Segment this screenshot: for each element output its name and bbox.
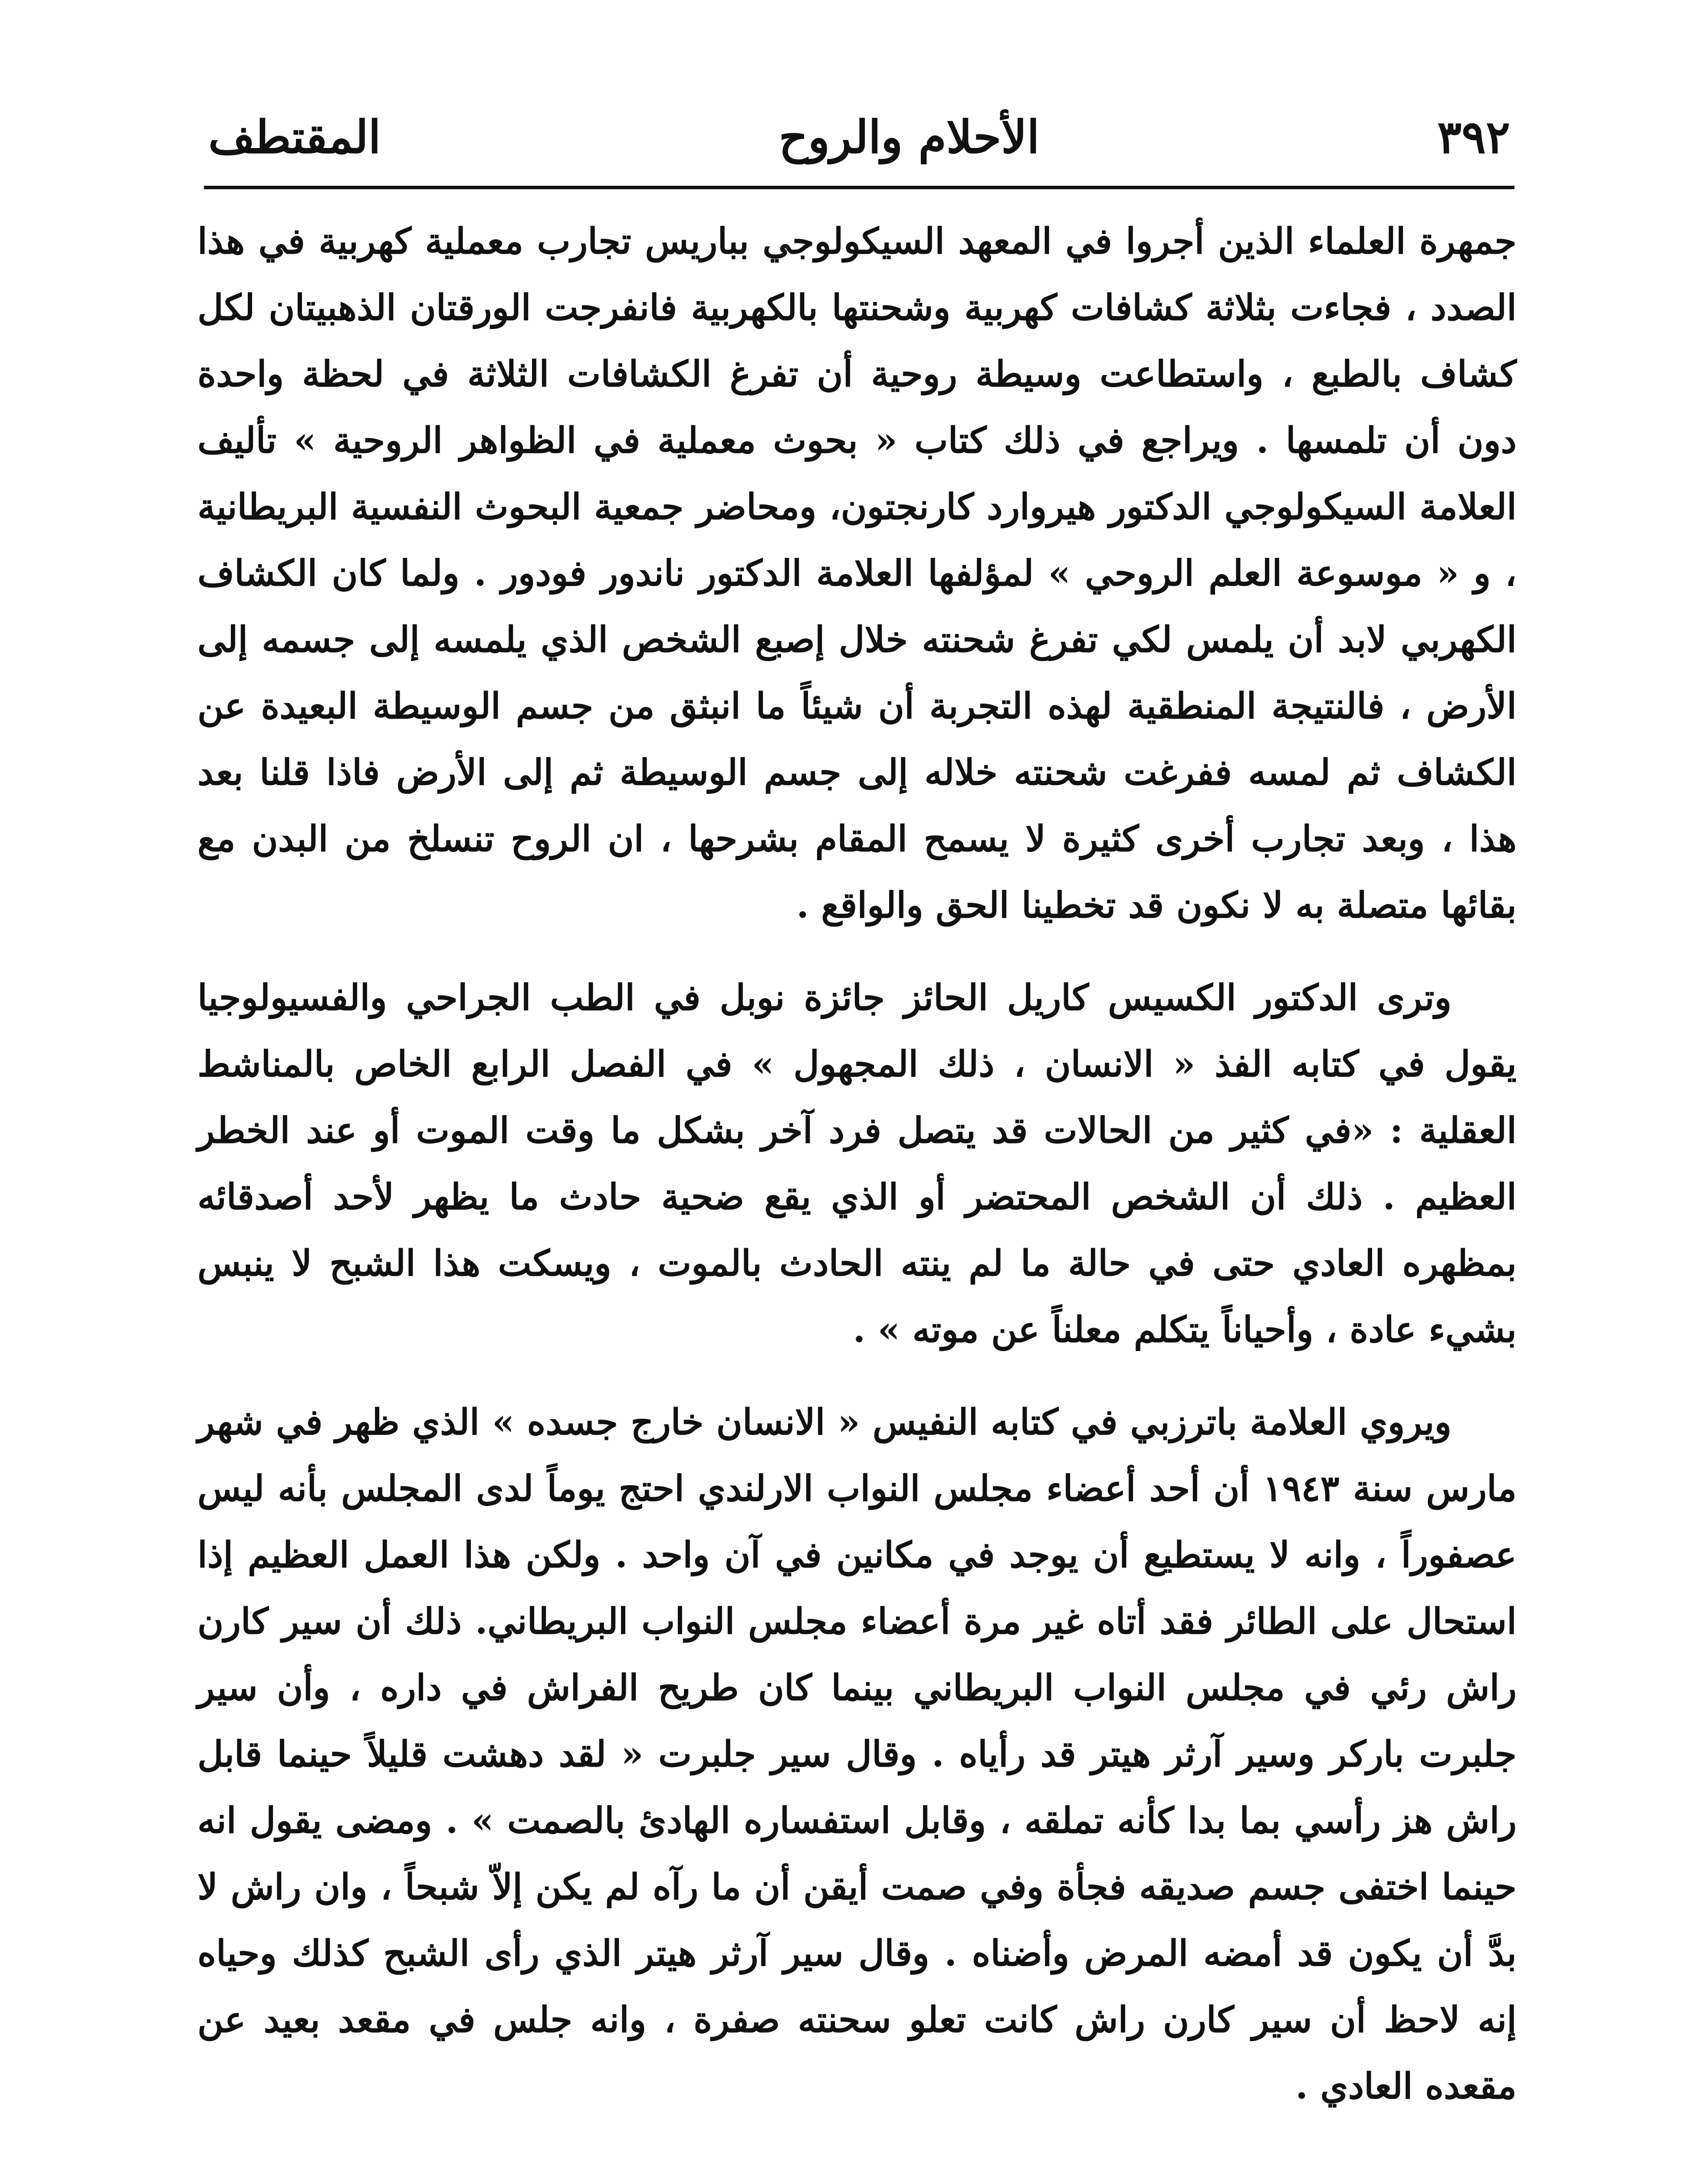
- page-header: [208, 87, 1510, 187]
- paragraph-3: ويروي العلامة باترزبي في كتابه النفيس « الانسان خارج جسده » الذي ظهر في شهر مارس سنة ١٩٤٣ أن أحد أعضاء مجلس النواب الارلندي احتج يوماً لدى المجلس بأنه ليس عصفوراً ، وانه لا يستطيع أن يوجد في مكانين في آن واحد . ولكن هذا العمل العظيم إذا استحال على الطائر فقد أتاه غير مرة أعضاء مجلس النواب البريطاني. ذلك أن سير كارن راش رئي في مجلس النواب البريطاني بينما كان طريح الفراش في داره ، وأن سير جلبرت باركر وسير آرثر هيتر قد رأياه . وقال سير جلبرت « لقد دهشت قليلاً حينما قابل راش هز رأسي بما بدا كأنه تملقه ، وقابل استفساره الهادئ بالصمت » . ومضى يقول انه حينما اختفى جسم صديقه فجأة وفي صمت أيقن أن ما رآه لم يكن إلاّ شبحاً ، وان راش لا بدَّ أن يكون قد أمضه المرض وأضناه . وقال سير آرثر هيتر الذي رأى الشبح كذلك وحياه إنه لاحظ أن سير كارن راش كانت تعلو سحنته صفرة ، وانه جلس في مقعد بعيد عن مقعده العادي .: [197, 1401, 1517, 2107]
- article-title: الأحلام والروح: [778, 110, 1040, 164]
- page-number: ٣٩٢: [1437, 110, 1510, 164]
- paragraph-2: وترى الدكتور الكسيس كاريل الحائز جائزة نوبل في الطب الجراحي والفسيولوجيا يقول في كتابه الفذ « الانسان ، ذلك المجهول » في الفصل الرابع الخاص بالمناشط العقلية : «في كثير من الحالات قد يتصل فرد آخر بشكل ما وقت الموت أو عند الخطر العظيم . ذلك أن الشخص المحتضر أو الذي يقع ضحية حادث ما يظهر لأحد أصدقائه بمظهره العادي حتى في حالة ما لم ينته الحادث بالموت ، ويسكت هذا الشبح لا ينبس بشيء عادة ، وأحياناً يتكلم معلناً عن موته » .: [197, 977, 1517, 1351]
- header-divider: [204, 186, 1514, 189]
- article-body: [197, 208, 1517, 2120]
- paragraph-1: جمهرة العلماء الذين أجروا في المعهد السيكولوجي بباريس تجارب معملية كهربية في هذا الصدد ، فجاءت بثلاثة كشافات كهربية وشحنتها بالكهربية فانفرجت الورقتان الذهبيتان لكل كشاف بالطبع ، واستطاعت وسيطة روحية أن تفرغ الكشافات الثلاثة في لحظة واحدة دون أن تلمسها . ويراجع في ذلك كتاب « بحوث معملية في الظواهر الروحية » تأليف العلامة السيكولوجي الدكتور هيروارد كارنجتون، ومحاضر جمعية البحوث النفسية البريطانية ، و « موسوعة العلم الروحي » لمؤلفها العلامة الدكتور ناندور فودور . ولما كان الكشاف الكهربي لابد أن يلمس لكي تفرغ شحنته خلال إصبع الشخص الذي يلمسه إلى جسمه إلى الأرض ، فالنتيجة المنطقية لهذه التجربة أن شيئاً ما انبثق من جسم الوسيطة البعيدة عن الكشاف ثم لمسه ففرغت شحنته خلاله إلى جسم الوسيطة ثم إلى الأرض فاذا قلنا بعد هذا ، وبعد تجارب أخرى كثيرة لا يسمح المقام بشرحها ، ان الروح تنسلخ من البدن مع بقائها متصلة به لا نكون قد تخطينا الحق والواقع .: [197, 220, 1517, 926]
- journal-name: المقتطف: [208, 110, 381, 164]
